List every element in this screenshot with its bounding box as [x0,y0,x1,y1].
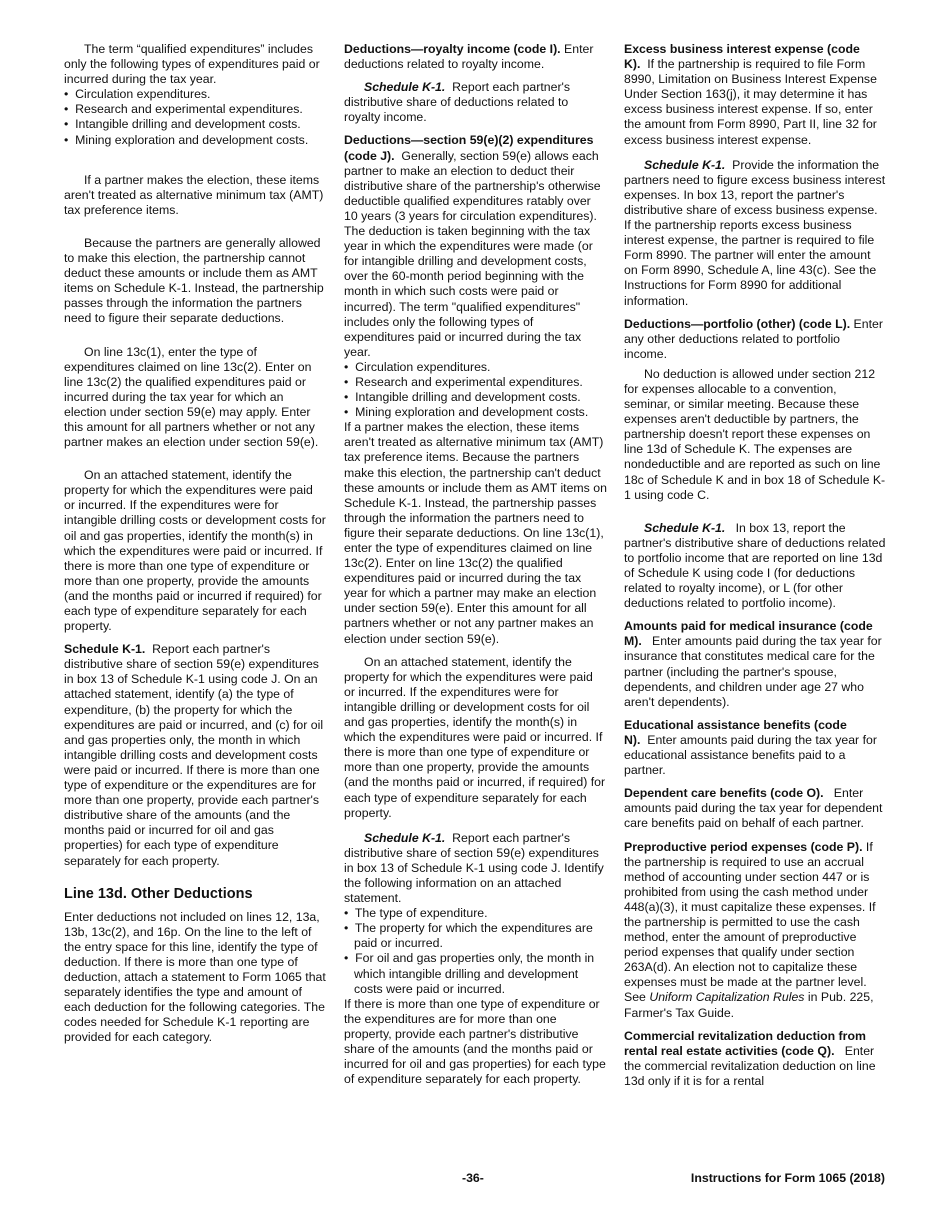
column-right [624,42,886,1097]
paragraph-body: Provide the information the partners need to figure excess business interest expenses. In box 13, report the partner's distributive share of excess business expense. If the partnership reports excess business interest expense, the partner is required to file Form 8990. The partner will enter the amount on Form 8990, Schedule A, line 43(c). See the Instructions for Form 8990 for additional information. [624,157,886,308]
paragraph: On an attached statement, identify the property for which the expenditures were paid or incurred. If the expenditures were for intangible drilling or development costs for oil and gas properties, identify the month(s) in which the expenditures were paid or incurred. If there is more than one type of expenditure or more than one property, provide the amounts (and the months paid or incurred, if required) for each type of expenditure separately for each property. [344,654,606,820]
paragraph-body: If the partnership is required to use an accrual method of accounting under section 447 or is prohibited from using the cash method under 448(a)(3), it must capitalize these expenses. If the partnership is permitted to use the cash method, enter the amount of preproductive period expenses that qualify under section 263A(d). An election not to capitalize these expenses must be made at the partner level. See [624,839,876,1005]
paragraph: If there is more than one type of expenditure or the expenditures are for more than one property, provide each partner's distributive share of the amounts (and the months paid or incurred for oil and gas properties) for each type of expenditure separately for each property. [344,996,606,1087]
bullet-list [344,360,607,420]
paragraph: Enter deductions not included on lines 12, 13a, 13b, 13c(2), and 16p. On the line to the left of the entry space for this line, identify the type of deduction. If there is more than one type of deduction, attach a statement to Form 1065 that separately identifies the type and amount of each deduction for the following categories. The codes needed for Schedule K-1 reporting are provided for each category. [64,909,326,1045]
run-in-heading: Deductions—portfolio (other) (code L). [624,316,851,331]
run-in-heading: Schedule K-1. [644,520,726,535]
list-item: • Circulation expenditures. [344,360,607,375]
schedule-k1-paragraph [64,642,326,868]
portfolio-paragraph [624,317,886,362]
list-item: • Mining exploration and development costs. [344,405,607,420]
run-in-heading: Dependent care benefits (code O). [624,786,824,801]
medical-insurance-paragraph [624,619,886,710]
paragraph-body: Generally, section 59(e) allows each partner to make an election to deduct their distributive share of the partnership's otherwise deductible qualified expenditures ratably over 10 years (3 years for circulation expenditures). The deduction is taken beginning with the tax year in which the expenditures were made (or for intangible drilling and development costs, over the 60-month period beginning with the month in which such costs were paid or incurred). The term "qualified expenditures" includes only the following types of expenditures paid or incurred during the tax year. [344,148,601,359]
section-heading: Line 13d. Other Deductions [64,885,253,902]
ebie-paragraph [624,42,886,148]
schedule-k1-paragraph [344,831,607,906]
form-title-footer: Instructions for Form 1065 (2018) [690,1171,885,1185]
royalty-k1-paragraph [344,80,607,125]
educational-assistance-paragraph [624,718,886,778]
paragraph-body: Report each partner's distributive share of deductions related to royalty income. [344,80,571,125]
paragraph-body: Report each partner's distributive share of section 59(e) expenditures in box 13 of Schedule K-1 using code J. On an attached statement, identify (a) the type of expenditure, (b) the property for which the expenditures are paid or incurred, and (c) for oil and gas properties only, the month in which intangible drilling costs and development costs were paid or incurred. If there is more than one type of expenditure or the expenditures are for more than one property, provide each partner's distributive share of the amounts (and the months paid or incurred for oil and gas properties) for each type of expenditure separately for each property. [64,642,324,868]
list-item: • Circulation expenditures. [64,87,326,102]
run-in-heading: Schedule K-1. [364,830,446,845]
ebie-k1-paragraph [624,158,886,309]
list-item: • Research and experimental expenditures. [344,375,607,390]
run-in-heading: Schedule K-1. [64,642,146,657]
bullet-list [344,906,607,997]
paragraph-body: Enter amounts paid during the tax year for dependent care benefits paid on behalf of each partner. [624,786,883,831]
run-in-heading: Deductions—section 59(e)(2) expenditures (code J). [344,133,594,163]
column-middle [344,42,607,1095]
run-in-heading: Schedule K-1. [364,80,446,95]
paragraph-body: Enter amounts paid during the tax year for educational assistance benefits paid to a partner. [624,732,877,778]
list-item: • For oil and gas properties only, the month in which intangible drilling and development costs were paid or incurred. [344,951,607,996]
paragraph: If a partner makes the election, these items aren't treated as alternative minimum tax (AMT) tax preference items. [64,172,324,217]
run-in-heading: Schedule K-1. [644,157,726,172]
paragraph: On line 13c(1), enter the type of expenditures claimed on line 13c(2). Enter on line 13c(2) the qualified expenditures paid or incurred during the tax year for which an election under section 59(e) may apply. Enter this amount for all partners whether or not any partner makes an election under section 59(e). [64,344,319,450]
run-in-heading: Commercial revitalization deduction from rental real estate activities (code Q). [624,1028,866,1058]
paragraph: If a partner makes the election, these items aren't treated as alternative minimum tax (AMT) tax preference items. Because the partners make this election, the partnership can't deduct these amounts or include them as AMT items on Schedule K-1. Instead, the partnership passes through the information the partners need to figure their separate deductions. On line 13c(1), enter the type of expenditures claimed on line 13c(2). Enter on line 13c(2) the qualified expenditures paid or incurred during the tax year for which a partner may make an election under section 59(e). Enter this amount for all partners whether or not any partner makes an election under section 59(e). [344,420,607,646]
paragraph-body: Enter any other deductions related to portfolio income. [624,316,883,361]
list-item: • The type of expenditure. [344,906,607,921]
list-item: • Intangible drilling and development costs. [344,390,607,405]
publication-reference: Uniform Capitalization Rules [649,990,805,1005]
paragraph: The term “qualified expenditures” includes only the following types of expenditures paid or incurred during the tax year. [64,42,320,87]
paragraph: No deduction is allowed under section 212 for expenses allocable to a convention, seminar, or similar meeting. Because these expenses aren't deductible by partners, the partnership doesn't report these expenses on line 13d of Schedule K. The expenses are nondeductible and are reported as such on line 18c of Schedule K and in box 18 of Schedule K-1 using code C. [624,366,886,502]
run-in-heading: Amounts paid for medical insurance (code M). [624,619,873,649]
paragraph-body: In box 13, report the partner's distributive share of deductions related to portfolio income that are reported on line 13d of Schedule K using code I (for deductions related to royalty income), or L (for other deductions related to portfolio income). [624,520,886,611]
paragraph-body: Enter the commercial revitalization deduction on line 13d only if it is for a rental [624,1043,876,1088]
bullet-list [64,87,326,147]
column-left [64,42,326,1053]
paragraph-body: If the partnership is required to file Form 8990, Limitation on Business Interest Expense Under Section 163(j), it may determine it has excess business interest expense. If so, enter the amount from Form 8990, Part II, line 32 for excess business interest expense. [624,57,877,147]
section-59e-paragraph [344,133,607,359]
portfolio-k1-paragraph [624,521,886,612]
paragraph-body-tail: in Pub. 225, Farmer's Tax Guide. [624,990,874,1020]
run-in-heading: Excess business interest expense (code K). [624,42,860,72]
dependent-care-paragraph [624,786,886,831]
paragraph: Because the partners are generally allowed to make this election, the partnership cannot deduct these amounts or include them as AMT items on Schedule K-1. Instead, the partnership passes through the information the partners need to figure their separate deductions. [64,235,324,326]
list-item: • The property for which the expenditures are paid or incurred. [344,921,607,951]
paragraph-body: Enter amounts paid during the tax year for insurance that constitutes medical care for the partner (including the partner's spouse, dependents, and children under age 27 who aren't dependents). [624,634,882,709]
royalty-paragraph [344,42,607,72]
run-in-heading: Preproductive period expenses (code P). [624,839,863,854]
paragraph-body: Report each partner's distributive share of section 59(e) expenditures in box 13 of Schedule K-1 using code J. Identify the following information on an attached statement. [344,830,604,906]
list-item: • Intangible drilling and development costs. [64,117,326,132]
paragraph: On an attached statement, identify the property for which the expenditures were paid or incurred. If the expenditures were for intangible drilling costs or development costs for oil and gas properties, identify the month(s) in which the expenditures were paid or incurred. If there is more than one type of expenditure or more than one property, provide the amounts (and the months paid or incurred if required) for each type of expenditure separately for each property. [64,468,326,634]
run-in-heading: Deductions—royalty income (code I). [344,42,561,56]
page-number: -36- [462,1171,484,1185]
run-in-heading: Educational assistance benefits (code N). [624,717,847,747]
list-item: • Research and experimental expenditures. [64,102,326,117]
paragraph-body: Enter deductions related to royalty income. [344,42,594,72]
commercial-revitalization-paragraph [624,1029,886,1089]
preproductive-paragraph [624,840,886,1021]
list-item: • Mining exploration and development costs. [64,133,326,148]
